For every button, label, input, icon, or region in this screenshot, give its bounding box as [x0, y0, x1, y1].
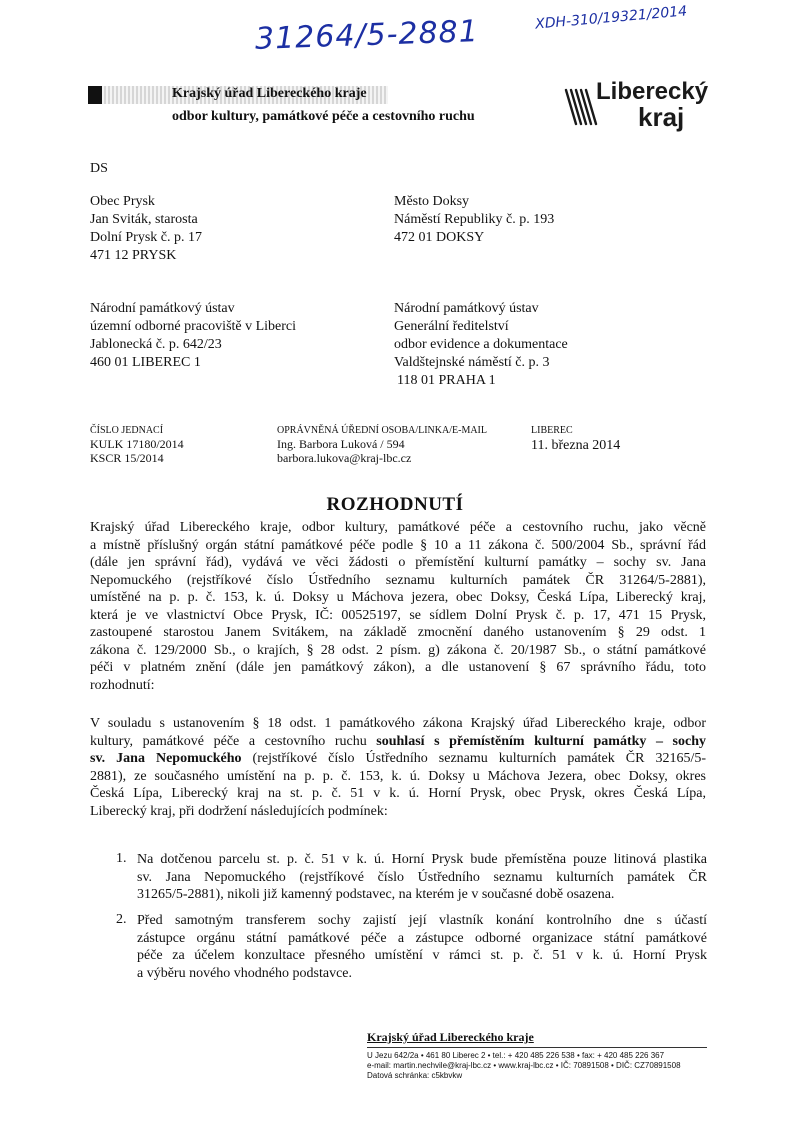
reference-number-label: ČÍSLO JEDNACÍ [90, 425, 164, 436]
condition-line: Na dotčenou parcelu st. p. č. 51 v k. ú. Horní Prysk bude přemístěna pouze litinová plastika [137, 852, 707, 867]
address-line: 460 01 LIBEREC 1 [90, 355, 201, 370]
condition-line: zástupce orgánu státní památkové péče a zástupce odborné organizace státní památkové [137, 930, 707, 946]
document-title: ROZHODNUTÍ [326, 494, 464, 515]
address-line: odbor evidence a dokumentace [394, 337, 568, 352]
address-line: Generální ředitelství [394, 319, 509, 334]
address-line: Národní památkový ústav [394, 301, 539, 316]
paragraph-line: 2881), ze současného umístění na p. p. č. 153, k. ú. Doksy u Máchova Jezera, obec Doksy, okres [90, 768, 706, 784]
condition-line: péče za účelem konzultace přesného umístění v rámci st. p. č. 51 v k. ú. Horní Prysk [137, 948, 707, 963]
paragraph-line: Česká Lípa, Liberecký kraj na st. p. č. 51 v k. ú. Horní Prysk, obec Prysk, okres Česká Lípa, [90, 786, 706, 801]
address-line: Náměstí Republiky č. p. 193 [394, 212, 555, 227]
decision-bold-text: souhlasí s přemístěním kulturní památky – sochy [376, 733, 706, 749]
decision-statement [90, 715, 706, 820]
footer-data-box: Datová schránka: c5kbvkw [367, 1071, 463, 1080]
address-line: Valdštejnské náměstí č. p. 3 [394, 355, 550, 370]
address-line: Jablonecká č. p. 642/23 [90, 337, 222, 352]
recipient-address [90, 300, 296, 372]
liberecky-kraj-logo [560, 78, 710, 138]
paragraph-line: Nepomuckého (rejstříkové číslo Ústředního seznamu kulturních památek ČR 31264/5-2881), [90, 572, 706, 588]
paragraph-line: zákona č. 129/2000 Sb., o krajích, § 28 odst. 2 písm. g) zákona č. 20/1987 Sb., o státní památkové [90, 642, 706, 658]
logo-text-line1: Liberecký [596, 78, 709, 105]
date-block [531, 425, 620, 455]
official-person-email: barbora.lukova@kraj-lbc.cz [277, 451, 412, 465]
paragraph-line: péči v platném znění (dále jen památkový zákon), a dle ustanovení § 67 správního řádu, toto [90, 660, 706, 675]
condition-number: 2. [116, 912, 127, 927]
condition-text [137, 851, 707, 904]
recipient-address [394, 193, 554, 247]
office-name: Krajský úřad Libereckého kraje [172, 86, 367, 101]
condition-line: 31265/5-2881), nikoli již kamenný podstavec, na kterém je v současné době osazena. [137, 887, 615, 902]
line-text: kultury, památkové péče a cestovního ruchu [90, 733, 377, 749]
decision-preamble [90, 519, 706, 694]
official-person-label: OPRÁVNĚNÁ ÚŘEDNÍ OSOBA/LINKA/E-MAIL [277, 425, 487, 436]
reference-number-block [90, 425, 184, 465]
footer-contact: e-mail: martin.nechvile@kraj-lbc.cz • www.kraj-lbc.cz • IČ: 70891508 • DIČ: CZ70891508 [367, 1061, 681, 1070]
official-person-name: Ing. Barbora Luková / 594 [277, 437, 405, 451]
paragraph-line: která je ve vlastnictví Obce Prysk, IČ: 00525197, se sídlem Dolní Prysk č. p. 17, 471 15 Prysk, [90, 607, 706, 623]
paragraph-line: umístěné na p. p. č. 153, k. ú. Doksy u Máchova jezera, obec Doksy, Česká Lípa, Liberecký kraj, [90, 590, 706, 605]
address-line: 472 01 DOKSY [394, 230, 485, 245]
address-line: 118 01 PRAHA 1 [397, 373, 496, 388]
letterhead-block [88, 86, 102, 104]
footer-address: U Jezu 642/2a • 461 80 Liberec 2 • tel.: + 420 485 226 538 • fax: + 420 485 226 367 [367, 1051, 665, 1060]
recipient-address [394, 300, 568, 390]
paragraph-line: a místně příslušný orgán státní památkové péče podle § 10 a 11 zákona č. 500/2004 Sb., správní řád [90, 537, 706, 553]
reference-number: KSCR 15/2014 [90, 451, 164, 465]
paragraph-line [90, 750, 706, 768]
address-line: územní odborné pracoviště v Liberci [90, 319, 297, 334]
paragraph-line: Krajský úřad Libereckého kraje, odbor kultury, památkové péče a cestovního ruchu, jako věcně [90, 520, 706, 535]
condition-number: 1. [116, 851, 127, 866]
decision-bold-text: sv. Jana Nepomuckého [90, 751, 242, 766]
handwritten-file-number: XDH-310/19321/2014 [534, 3, 688, 33]
address-line: Dolní Prysk č. p. 17 [90, 230, 202, 245]
address-line: Jan Sviták, starosta [90, 212, 198, 227]
condition-line: a výběru nového vhodného podstavce. [137, 965, 352, 981]
address-line: Národní památkový ústav [90, 301, 235, 316]
delivery-method: DS [90, 161, 108, 176]
logo-stripes-icon [560, 86, 600, 128]
paragraph-line: zastoupené starostou Janem Svitákem, na základě zmocnění daného ustanovením § 29 odst. 1 [90, 625, 706, 640]
document-date: 11. března 2014 [531, 438, 621, 453]
condition-line: sv. Jana Nepomuckého (rejstříkové číslo Ústředního seznamu kulturních památek ČR [137, 869, 707, 885]
condition-line: Před samotným transferem sochy zajistí její vlastník konání kontrolního dne s účastí [137, 913, 707, 928]
address-line: Obec Prysk [90, 194, 155, 209]
logo-text-line2: kraj [638, 102, 685, 132]
paragraph-line: (dále jen správní řád), vydává ve věci žádosti o přemístění kulturní památky – sochy sv. Jana [90, 555, 706, 570]
paragraph-line [90, 733, 706, 751]
department-name: odbor kultury, památkové péče a cestovního ruchu [172, 109, 475, 124]
paragraph-line: rozhodnutí: [90, 677, 155, 693]
condition-text [137, 912, 707, 982]
paragraph-line: Liberecký kraj, při dodržení následujících podmínek: [90, 803, 388, 819]
line-text: (rejstříkové číslo Ústředního seznamu kulturních památek ČR 32165/5- [241, 751, 706, 766]
reference-number: KULK 17180/2014 [90, 437, 184, 451]
address-line: 471 12 PRYSK [90, 248, 177, 263]
paragraph-line: V souladu s ustanovením § 18 odst. 1 památkového zákona Krajský úřad Libereckého kraje, odbor [90, 716, 706, 731]
official-person-block [277, 425, 487, 465]
address-line: Město Doksy [394, 194, 470, 209]
recipient-address [90, 193, 202, 265]
footer-divider [367, 1047, 707, 1048]
footer-office-name: Krajský úřad Libereckého kraje [367, 1030, 534, 1044]
place-label: LIBEREC [531, 425, 573, 436]
handwritten-reference-number: 31264/5-2881 [254, 14, 480, 57]
